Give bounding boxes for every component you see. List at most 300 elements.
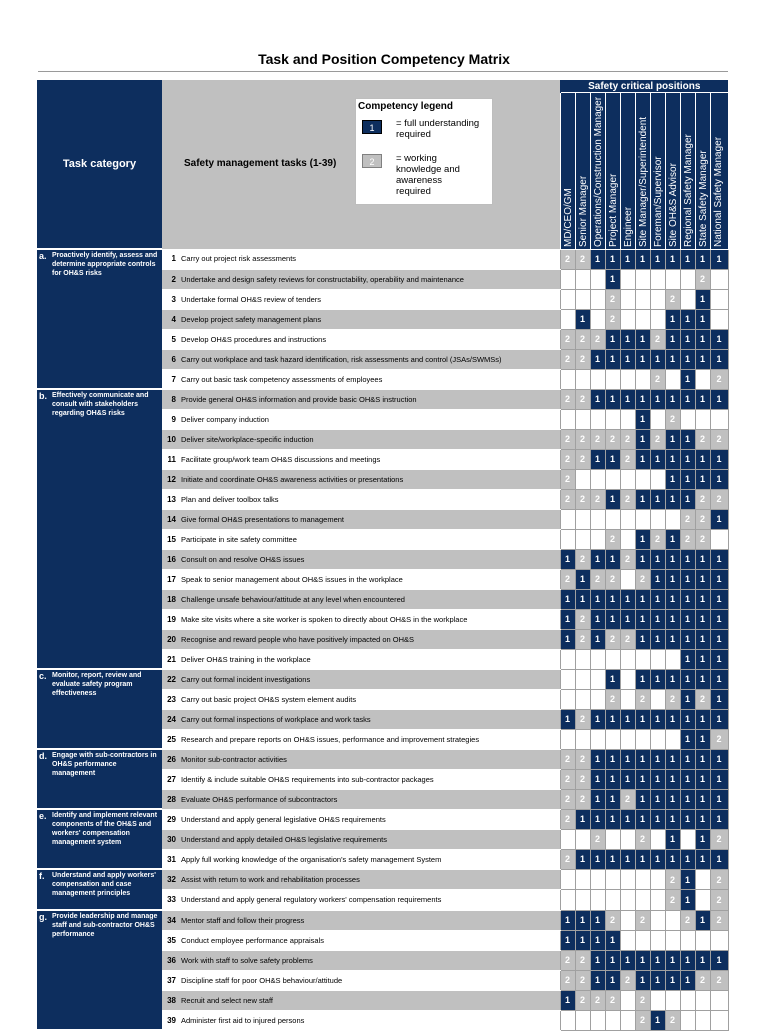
competency-cell: [590, 869, 605, 889]
competency-cell: 2: [620, 489, 635, 509]
competency-cell: 1: [590, 930, 605, 950]
competency-cell: 2: [560, 489, 575, 509]
competency-cell: 1: [590, 249, 605, 269]
task-text: Speak to senior management about OH&S issues in the workplace: [181, 574, 403, 584]
competency-cell: 1: [665, 849, 680, 869]
competency-cell: 1: [665, 429, 680, 449]
competency-cell: 1: [635, 329, 650, 349]
competency-cell: [560, 649, 575, 669]
competency-cell: 2: [620, 970, 635, 990]
competency-cell: [575, 469, 590, 489]
competency-cell: [650, 289, 665, 309]
competency-cell: 2: [560, 249, 575, 269]
competency-cell: 1: [710, 629, 728, 649]
competency-cell: [620, 990, 635, 1010]
competency-cell: 1: [665, 950, 680, 970]
competency-cell: 1: [605, 849, 620, 869]
competency-cell: 1: [695, 729, 710, 749]
tasks-header-label: Safety management tasks (1-39): [184, 158, 337, 169]
competency-cell: [635, 649, 650, 669]
task-description: [162, 869, 560, 889]
competency-cell: [620, 369, 635, 389]
competency-cell: 1: [695, 389, 710, 409]
competency-cell: 1: [680, 329, 695, 349]
competency-cell: 1: [605, 950, 620, 970]
competency-cell: 2: [590, 489, 605, 509]
competency-cell: [620, 569, 635, 589]
competency-cell: 1: [620, 950, 635, 970]
task-text: Carry out basic task competency assessments of employees: [181, 374, 383, 384]
competency-cell: 2: [560, 469, 575, 489]
competency-cell: 2: [620, 549, 635, 569]
competency-cell: 1: [605, 709, 620, 729]
task-text: Understand and apply general regulatory workers' compensation requirements: [181, 895, 442, 905]
task-description: [162, 529, 560, 549]
competency-cell: 1: [695, 309, 710, 329]
competency-cell: 1: [695, 249, 710, 269]
competency-cell: 2: [560, 789, 575, 809]
competency-cell: [560, 669, 575, 689]
task-number: 14: [167, 514, 176, 524]
competency-cell: 2: [650, 369, 665, 389]
competency-cell: 2: [590, 329, 605, 349]
competency-cell: [620, 269, 635, 289]
task-text: Undertake formal OH&S review of tenders: [181, 294, 322, 304]
position-label: National Safety Manager: [712, 136, 724, 247]
competency-cell: 1: [635, 249, 650, 269]
task-number: 12: [167, 474, 176, 484]
task-text: Assist with return to work and rehabilitation processes: [181, 875, 360, 885]
competency-cell: [590, 689, 605, 709]
competency-cell: 1: [680, 629, 695, 649]
competency-cell: 1: [665, 529, 680, 549]
competency-cell: [710, 289, 728, 309]
competency-cell: [695, 409, 710, 429]
competency-cell: [680, 829, 695, 849]
competency-cell: 1: [590, 950, 605, 970]
competency-cell: [590, 890, 605, 910]
competency-cell: 2: [560, 329, 575, 349]
competency-cell: 2: [575, 249, 590, 269]
competency-cell: [605, 509, 620, 529]
competency-cell: 1: [665, 569, 680, 589]
competency-cell: 1: [695, 349, 710, 369]
task-number: 26: [167, 754, 176, 764]
competency-cell: 1: [560, 709, 575, 729]
competency-legend: [355, 98, 493, 205]
task-description: [162, 509, 560, 529]
competency-cell: 1: [650, 249, 665, 269]
competency-cell: 1: [635, 429, 650, 449]
competency-cell: 2: [560, 429, 575, 449]
competency-cell: 1: [560, 990, 575, 1010]
competency-cell: 1: [665, 309, 680, 329]
task-row: [37, 809, 728, 829]
competency-cell: 1: [710, 329, 728, 349]
task-text: Deliver company induction: [181, 414, 269, 424]
task-number: 32: [167, 875, 176, 885]
position-header: [575, 93, 590, 249]
competency-cell: [560, 269, 575, 289]
task-description: [162, 1010, 560, 1030]
competency-cell: 1: [680, 709, 695, 729]
category-letter: g.: [39, 912, 47, 923]
task-row: [37, 389, 728, 409]
competency-cell: 1: [680, 950, 695, 970]
competency-cell: 1: [680, 589, 695, 609]
competency-cell: [575, 409, 590, 429]
competency-cell: 1: [650, 569, 665, 589]
competency-cell: 2: [665, 289, 680, 309]
competency-cell: 1: [695, 910, 710, 930]
competency-cell: 1: [665, 389, 680, 409]
competency-cell: 2: [635, 829, 650, 849]
task-description: [162, 990, 560, 1010]
competency-cell: 1: [695, 829, 710, 849]
competency-cell: 2: [560, 970, 575, 990]
competency-cell: 2: [695, 509, 710, 529]
competency-cell: [590, 669, 605, 689]
legend-title: Competency legend: [358, 101, 454, 112]
competency-cell: [650, 930, 665, 950]
competency-cell: 1: [695, 749, 710, 769]
competency-cell: 1: [635, 749, 650, 769]
task-row: [37, 749, 728, 769]
competency-cell: 2: [560, 389, 575, 409]
task-description: [162, 329, 560, 349]
competency-cell: 1: [680, 609, 695, 629]
competency-cell: [710, 409, 728, 429]
competency-cell: [605, 729, 620, 749]
competency-cell: 1: [710, 769, 728, 789]
competency-cell: [560, 369, 575, 389]
legend-full-text: = full understanding required: [396, 118, 480, 140]
competency-cell: 1: [635, 609, 650, 629]
competency-cell: [575, 669, 590, 689]
competency-cell: [620, 729, 635, 749]
task-number: 1: [171, 254, 176, 264]
position-label: MD/CEO/GM: [562, 187, 574, 247]
task-text: Give formal OH&S presentations to management: [181, 514, 344, 524]
competency-cell: 1: [650, 809, 665, 829]
competency-cell: 1: [620, 609, 635, 629]
task-number: 36: [167, 955, 176, 965]
task-text: Recruit and select new staff: [181, 995, 273, 1005]
competency-cell: 2: [680, 509, 695, 529]
task-text: Carry out project risk assessments: [181, 254, 297, 264]
competency-cell: 2: [605, 629, 620, 649]
task-number: 15: [167, 534, 176, 544]
competency-cell: [620, 649, 635, 669]
task-category-header: Task category: [37, 80, 162, 249]
category-letter: f.: [39, 871, 45, 882]
competency-cell: 2: [635, 990, 650, 1010]
competency-cell: 1: [695, 589, 710, 609]
category-text: Monitor, report, review and evaluate safety program effectiveness: [52, 672, 142, 697]
competency-cell: [620, 669, 635, 689]
competency-cell: 1: [650, 709, 665, 729]
competency-cell: [560, 1010, 575, 1030]
competency-cell: 2: [695, 489, 710, 509]
task-description: [162, 689, 560, 709]
competency-cell: 1: [605, 249, 620, 269]
competency-cell: [575, 689, 590, 709]
competency-cell: [560, 890, 575, 910]
competency-cell: 1: [620, 589, 635, 609]
competency-cell: [560, 829, 575, 849]
competency-cell: 2: [710, 829, 728, 849]
competency-cell: 1: [620, 749, 635, 769]
category-letter: a.: [39, 251, 47, 261]
competency-cell: 1: [665, 449, 680, 469]
task-text: Work with staff to solve safety problems: [181, 955, 313, 965]
competency-cell: 1: [590, 349, 605, 369]
competency-cell: 1: [620, 389, 635, 409]
task-description: [162, 249, 560, 269]
title-divider: [38, 71, 728, 72]
competency-cell: [590, 529, 605, 549]
task-category: [37, 669, 162, 749]
competency-cell: [680, 930, 695, 950]
competency-cell: 2: [710, 489, 728, 509]
competency-cell: [680, 409, 695, 429]
position-label: Regional Safety Manager: [682, 133, 694, 247]
category-letter: d.: [39, 751, 47, 761]
task-number: 16: [167, 554, 176, 564]
task-row: [37, 669, 728, 689]
competency-cell: 1: [605, 669, 620, 689]
task-category: [37, 749, 162, 809]
competency-cell: 1: [665, 769, 680, 789]
competency-cell: [605, 649, 620, 669]
competency-cell: [575, 369, 590, 389]
competency-cell: 1: [590, 549, 605, 569]
competency-cell: 1: [650, 789, 665, 809]
competency-cell: 2: [665, 689, 680, 709]
task-text: Understand and apply general legislative OH&S requirements: [181, 814, 386, 824]
competency-cell: [635, 309, 650, 329]
competency-cell: 2: [560, 769, 575, 789]
competency-cell: 1: [710, 509, 728, 529]
task-number: 22: [167, 674, 176, 684]
competency-cell: 2: [620, 449, 635, 469]
competency-cell: 1: [590, 749, 605, 769]
competency-cell: 2: [590, 569, 605, 589]
task-text: Make site visits where a site worker is spoken to directly about OH&S in the workplace: [181, 614, 468, 624]
competency-cell: 1: [665, 809, 680, 829]
position-header: [710, 93, 728, 249]
task-description: [162, 429, 560, 449]
task-description: [162, 389, 560, 409]
competency-cell: 1: [605, 769, 620, 789]
task-text: Plan and deliver toolbox talks: [181, 494, 279, 504]
task-description: [162, 749, 560, 769]
competency-cell: 2: [575, 389, 590, 409]
competency-cell: 2: [575, 329, 590, 349]
competency-cell: [620, 869, 635, 889]
competency-cell: 1: [590, 389, 605, 409]
competency-cell: 1: [650, 1010, 665, 1030]
competency-cell: 2: [605, 990, 620, 1010]
task-description: [162, 809, 560, 829]
task-number: 4: [171, 314, 176, 324]
competency-cell: 1: [605, 489, 620, 509]
task-text: Carry out formal incident investigations: [181, 674, 311, 684]
category-letter: c.: [39, 671, 47, 681]
position-header: [695, 93, 710, 249]
competency-cell: 2: [710, 910, 728, 930]
competency-cell: 1: [680, 469, 695, 489]
competency-cell: 1: [635, 449, 650, 469]
task-category: [37, 910, 162, 1030]
competency-cell: 2: [560, 349, 575, 369]
competency-cell: [605, 829, 620, 849]
competency-cell: [680, 990, 695, 1010]
competency-cell: [620, 930, 635, 950]
competency-cell: [605, 369, 620, 389]
competency-cell: 1: [620, 709, 635, 729]
competency-cell: 1: [710, 569, 728, 589]
competency-cell: 2: [590, 829, 605, 849]
task-text: Mentor staff and follow their progress: [181, 915, 305, 925]
competency-cell: 2: [635, 689, 650, 709]
competency-cell: 1: [710, 749, 728, 769]
task-description: [162, 729, 560, 749]
competency-cell: 2: [575, 749, 590, 769]
competency-cell: [695, 1010, 710, 1030]
competency-cell: [605, 1010, 620, 1030]
position-header: [605, 93, 620, 249]
task-number: 29: [167, 814, 176, 824]
competency-cell: 1: [695, 769, 710, 789]
task-description: [162, 890, 560, 910]
position-header: [680, 93, 695, 249]
competency-cell: 1: [665, 469, 680, 489]
competency-cell: [695, 890, 710, 910]
competency-cell: 1: [650, 629, 665, 649]
competency-cell: 2: [695, 529, 710, 549]
competency-cell: 1: [635, 970, 650, 990]
competency-cell: [560, 869, 575, 889]
competency-cell: 1: [635, 709, 650, 729]
competency-cell: 1: [680, 890, 695, 910]
competency-cell: 1: [680, 669, 695, 689]
competency-cell: 1: [560, 549, 575, 569]
competency-cell: 1: [650, 589, 665, 609]
competency-cell: [665, 509, 680, 529]
task-description: [162, 589, 560, 609]
competency-cell: 1: [695, 849, 710, 869]
category-text: Effectively communicate and consult with stakeholders regarding OH&S risks: [52, 392, 149, 417]
task-description: [162, 269, 560, 289]
competency-cell: 1: [710, 469, 728, 489]
task-number: 30: [167, 834, 176, 844]
competency-cell: 1: [695, 649, 710, 669]
task-text: Develop project safety management plans: [181, 314, 322, 324]
competency-cell: [650, 649, 665, 669]
competency-cell: [710, 930, 728, 950]
task-row: [37, 249, 728, 269]
competency-cell: 1: [650, 849, 665, 869]
competency-cell: 1: [710, 609, 728, 629]
competency-cell: 1: [635, 389, 650, 409]
position-label: State Safety Manager: [697, 149, 709, 247]
competency-cell: 1: [590, 709, 605, 729]
competency-cell: 1: [710, 709, 728, 729]
competency-cell: 1: [650, 549, 665, 569]
competency-cell: [710, 269, 728, 289]
competency-cell: [635, 509, 650, 529]
task-text: Deliver site/workplace-specific induction: [181, 434, 314, 444]
competency-cell: 2: [620, 429, 635, 449]
competency-cell: 1: [560, 589, 575, 609]
task-description: [162, 649, 560, 669]
competency-cell: 1: [710, 669, 728, 689]
competency-cell: [620, 910, 635, 930]
competency-cell: 1: [665, 349, 680, 369]
competency-cell: 1: [635, 549, 650, 569]
task-number: 5: [171, 334, 176, 344]
competency-cell: [665, 649, 680, 669]
competency-cell: 1: [620, 809, 635, 829]
task-text: Initiate and coordinate OH&S awareness activities or presentations: [181, 474, 404, 484]
competency-cell: 1: [695, 289, 710, 309]
competency-cell: 1: [635, 489, 650, 509]
competency-cell: 2: [695, 429, 710, 449]
competency-cell: [560, 289, 575, 309]
competency-cell: [560, 529, 575, 549]
position-header: [590, 93, 605, 249]
task-number: 20: [167, 634, 176, 644]
task-number: 21: [167, 654, 176, 664]
competency-cell: [710, 529, 728, 549]
competency-cell: 2: [575, 970, 590, 990]
competency-cell: 2: [635, 569, 650, 589]
task-text: Identify & include suitable OH&S requirements into sub-contractor packages: [181, 774, 434, 784]
competency-cell: 1: [665, 970, 680, 990]
competency-cell: 1: [650, 749, 665, 769]
competency-cell: [590, 409, 605, 429]
competency-cell: [575, 289, 590, 309]
competency-cell: 1: [680, 849, 695, 869]
competency-cell: [620, 529, 635, 549]
competency-cell: [710, 990, 728, 1010]
competency-cell: 2: [620, 789, 635, 809]
competency-cell: [590, 289, 605, 309]
competency-cell: 1: [650, 669, 665, 689]
task-number: 24: [167, 714, 176, 724]
competency-cell: 1: [665, 709, 680, 729]
task-description: [162, 769, 560, 789]
competency-cell: 1: [680, 789, 695, 809]
competency-cell: [560, 509, 575, 529]
competency-cell: [620, 689, 635, 709]
position-label: Site Manager/Superintendent: [637, 116, 649, 247]
competency-cell: 2: [575, 549, 590, 569]
task-number: 34: [167, 915, 176, 925]
competency-cell: [620, 829, 635, 849]
task-text: Recognise and reward people who have positively impacted on OH&S: [181, 634, 415, 644]
competency-cell: [575, 649, 590, 669]
competency-cell: 2: [575, 429, 590, 449]
task-row: [37, 869, 728, 889]
competency-cell: [695, 369, 710, 389]
legend-working-text: = working knowledge and awareness required: [396, 153, 460, 197]
task-number: 2: [171, 274, 176, 284]
competency-cell: 2: [620, 629, 635, 649]
position-header: [620, 93, 635, 249]
competency-cell: [620, 1010, 635, 1030]
